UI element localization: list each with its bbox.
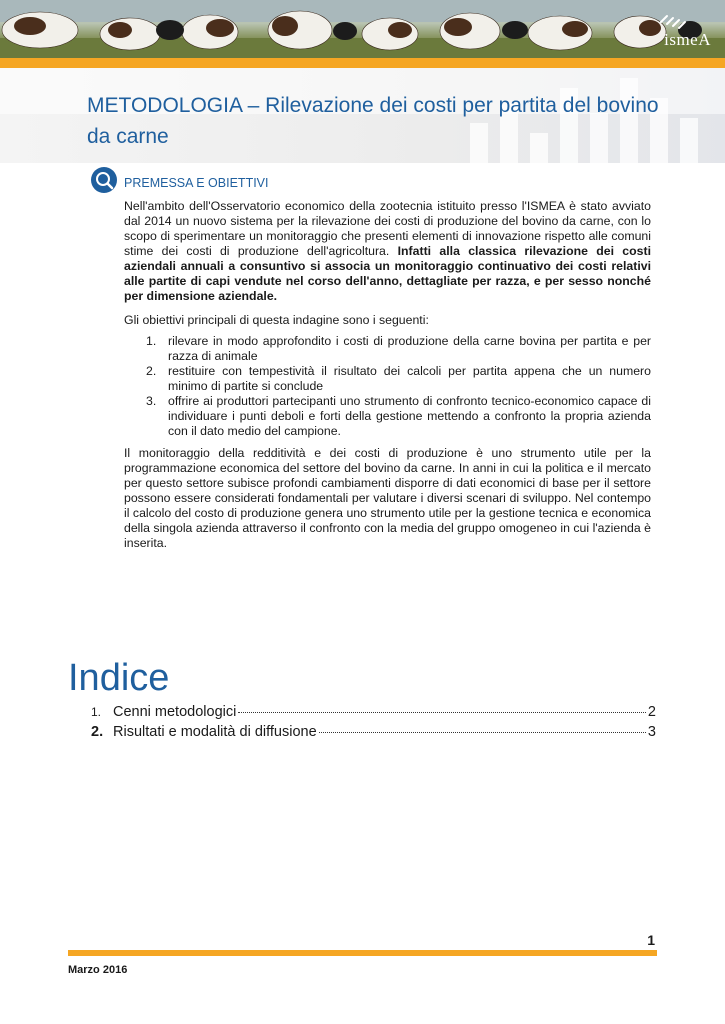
footer-accent-bar — [68, 950, 657, 956]
closing-paragraph: Il monitoraggio della redditività e dei costi di produzione è uno strumento utile per la programmazione economica del settore del bovino da carne. In anni in cui la politica e il mercato per questo settore subisce profondi cambiamenti disporre di dati economici di base per il settore possono essere considerati fondamentali per valutare i diversi scenari di sviluppo. Nel contempo il calcolo del costo di produzione genera uno strumento utile per la gestione tecnica e economica della singola azienda attraverso il confronto con la media del gruppo omogeneo in cui l'azienda è inserita. — [124, 446, 651, 550]
toc-leader-dots — [319, 732, 646, 733]
intro-paragraph-bold: Infatti alla classica rilevazione dei costi aziendali annuali a consuntivo si associa un monitoraggio continuativo dei costi relativi alle partite di capi vendute nel corso dell'anno, dettagliate per razza, e per sesso nonché per dimensione aziendale. — [124, 244, 651, 303]
section-title: PREMESSA E OBIETTIVI — [124, 176, 269, 190]
list-item: 3. offrire ai produttori partecipanti uno strumento di confronto tecnico-economico capace di individuare i punti deboli e forti della gestione mettendo a confronto la propria azienda con il dato medio del campione. — [146, 394, 651, 438]
objectives-list — [146, 334, 651, 439]
footer-date: Marzo 2016 — [68, 964, 128, 976]
intro-paragraph-text: Nell'ambito dell'Osservatorio economico della zootecnia istituito presso l'ISMEA è stato avviato dal 2014 un nuovo sistema per la rilevazione dei costi di produzione del bovino da carne, con lo scopo di sperimentare un monitoraggio che presenti elementi di innovazione rispetto alle comuni stime dei costi di produzione dell'agricoltura. — [124, 199, 651, 258]
toc-number: 1. — [91, 705, 102, 719]
toc-label[interactable]: Risultati e modalità di diffusione — [113, 724, 317, 740]
index-title: Indice — [68, 657, 170, 699]
header-accent-bar — [0, 58, 725, 68]
header-banner-image — [0, 0, 725, 58]
cows-illustration — [0, 0, 725, 58]
toc-page: 3 — [647, 724, 656, 740]
toc-number: 2. — [91, 724, 104, 740]
toc-entry[interactable] — [91, 704, 656, 720]
magnifier-icon — [91, 167, 117, 193]
ismea-logo-text: ismeA — [664, 30, 711, 49]
intro-paragraph — [124, 199, 651, 304]
page-number: 1 — [647, 932, 655, 948]
decorative-bar — [680, 118, 698, 163]
toc-leader-dots — [238, 712, 646, 713]
document-title: METODOLOGIA – Rilevazione dei costi per partita del bovino da carne — [87, 94, 659, 148]
toc-page: 2 — [647, 704, 656, 720]
list-item: 2. restituire con tempestività il risultato dei calcoli per partita appena che un numero minimo di partite si conclude — [146, 364, 651, 393]
toc-entry[interactable] — [91, 724, 656, 740]
objectives-intro: Gli obiettivi principali di questa indagine sono i seguenti: — [124, 313, 429, 327]
list-item: 1. rilevare in modo approfondito i costi di produzione della carne bovina per partita e per razza di animale — [146, 334, 651, 363]
toc-label[interactable]: Cenni metodologici — [113, 704, 237, 720]
